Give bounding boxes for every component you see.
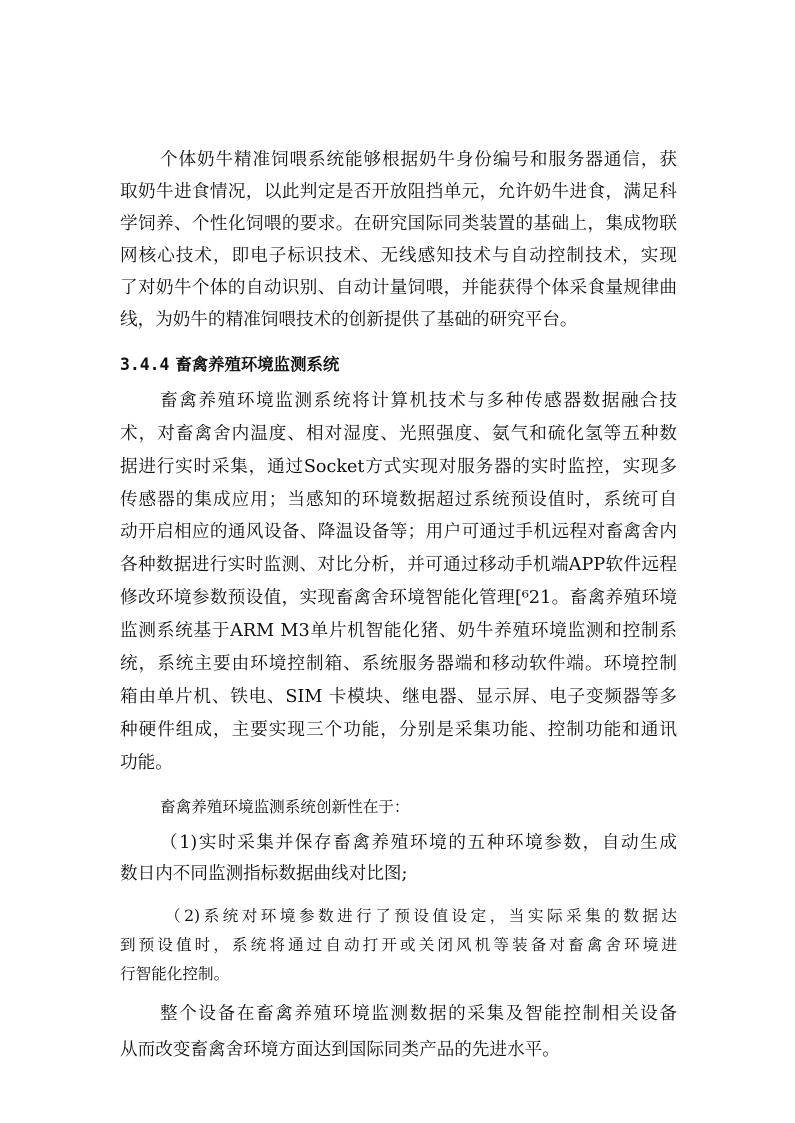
innovation-intro: 畜禽养殖环境监测系统创新性在于：: [160, 798, 410, 816]
text-line: 功能。: [120, 753, 173, 773]
text-line: 箱由单片机、铁电、SIM 卡模块、继电器、显示屏、电子变频器等多: [120, 687, 677, 707]
text-line: 修改环境参数预设值，实现畜禽舍环境智能化管理[⁶21。畜禽养殖环境: [120, 588, 677, 608]
text-line: 动开启相应的通风设备、降温设备等；用户可通过手机远程对畜禽舍内: [120, 522, 677, 542]
text-line: 数日内不同监测指标数据曲线对比图;: [120, 864, 408, 884]
text-line: 网核心技术，即电子标识技术、无线感知技术与自动控制技术，实现: [120, 246, 677, 266]
text-line: 各种数据进行实时监测、对比分析，并可通过移动手机端APP软件远程: [120, 555, 677, 575]
text-line: 畜禽养殖环境监测系统将计算机技术与多种传感器数据融合技: [160, 391, 677, 411]
section-title: 畜禽养殖环境监测系统: [175, 355, 340, 374]
text-line: 据进行实时采集，通过Socket方式实现对服务器的实时监控，实现多: [120, 457, 677, 477]
text-line: 行智能化控制。: [120, 965, 230, 983]
text-line: 到预设值时，系统将通过自动打开或关闭风机等装备对畜禽舍环境进: [120, 936, 677, 954]
text-line: 传感器的集成应用；当感知的环境数据超过系统预设值时，系统可自: [120, 490, 677, 510]
text-line: 整个设备在畜禽养殖环境监测数据的采集及智能控制相关设备: [160, 1004, 677, 1024]
text-line: 种硬件组成，主要实现三个功能，分别是采集功能、控制功能和通讯: [120, 720, 677, 740]
text-line: （2)系统对环境参数进行了预设值设定，当实际采集的数据达: [165, 907, 677, 925]
text-line: （1)实时采集并保存畜禽养殖环境的五种环境参数，自动生成: [160, 833, 677, 853]
text-line: 了对奶牛个体的自动识别、自动计量饲喂，并能获得个体采食量规律曲: [120, 278, 677, 298]
text-line: 个体奶牛精准饲喂系统能够根据奶牛身份编号和服务器通信，获: [160, 150, 677, 170]
text-line: 线，为奶牛的精准饲喂技术的创新提供了基础的研究平台。: [120, 310, 578, 330]
text-line: 统，系统主要由环境控制箱、系统服务器端和移动软件端。环境控制: [120, 654, 677, 674]
text-line: 学饲养、个性化饲喂的要求。在研究国际同类装置的基础上，集成物联: [120, 214, 677, 234]
text-line: 从而改变畜禽舍环境方面达到国际同类产品的先进水平。: [120, 1040, 560, 1060]
text-line: 术，对畜禽舍内温度、相对湿度、光照强度、氨气和硫化氢等五种数: [120, 424, 677, 444]
section-heading: [120, 355, 339, 375]
text-line: 取奶牛进食情况，以此判定是否开放阻挡单元，允许奶牛进食，满足科: [120, 182, 677, 202]
text-line: 监测系统基于ARM M3单片机智能化猪、奶牛养殖环境监测和控制系: [120, 621, 677, 641]
section-number: 3.4.4: [120, 355, 170, 374]
